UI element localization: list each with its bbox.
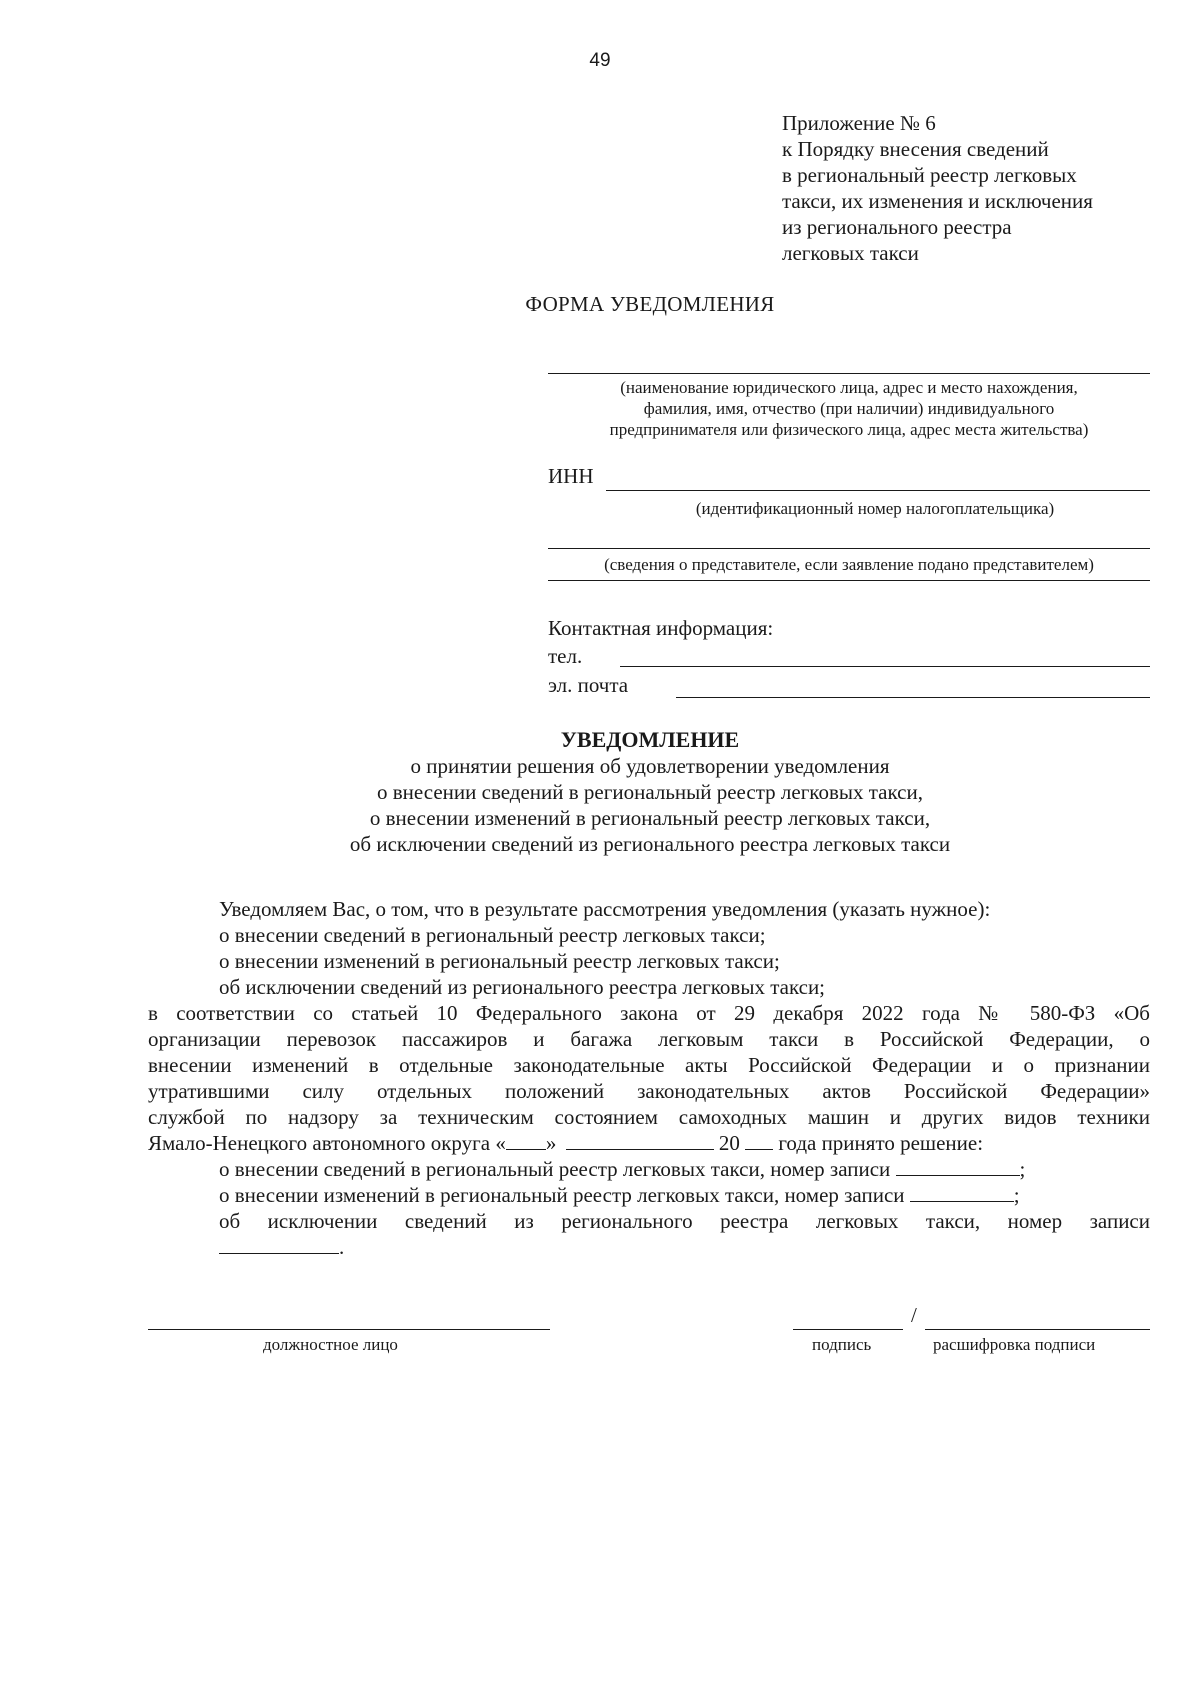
representative-line[interactable] — [548, 548, 1150, 549]
appendix-line: в региональный реестр легковых — [782, 163, 1077, 187]
date-quote-close: » — [545, 1131, 557, 1155]
notice-heading: УВЕДОМЛЕНИЕ — [560, 727, 740, 752]
law-line: службой по надзору за техническим состоянием самоходных машин и других видов техники — [148, 1105, 1150, 1129]
inn-hint: (идентификационный номер налогоплательщика) — [695, 499, 1055, 518]
option-item: о внесении изменений в региональный реестр легковых такси; — [219, 949, 780, 973]
date-line-suffix: года принято решение: — [778, 1131, 984, 1155]
decision-end: . — [339, 1235, 345, 1259]
hint-line: предпринимателя или физического лица, адрес места жительства) — [609, 420, 1089, 439]
decision-item-continued — [219, 1235, 344, 1259]
record-number-field[interactable] — [219, 1235, 339, 1254]
official-line[interactable] — [148, 1329, 550, 1330]
law-line: утратившими силу отдельных положений законодательных актов Российской Федерации» — [148, 1079, 1150, 1103]
month-field[interactable] — [566, 1131, 714, 1150]
appendix-header — [782, 110, 1093, 266]
subtitle-line: о принятии решения об удовлетворении уведомления — [410, 754, 890, 778]
law-line: в соответствии со статьей 10 Федерального закона от 29 декабря 2022 года № 580-ФЗ «Об — [148, 1001, 1150, 1025]
form-title: ФОРМА УВЕДОМЛЕНИЯ — [525, 292, 775, 316]
addressee-name-line[interactable] — [548, 373, 1150, 374]
inn-line[interactable] — [606, 490, 1150, 491]
appendix-line: из регионального реестра — [782, 215, 1012, 239]
notice-subtitle — [0, 753, 1200, 857]
email-label: эл. почта — [548, 673, 629, 697]
signature-slash: / — [911, 1303, 917, 1327]
decision-text: о внесении изменений в региональный реестр легковых такси, номер записи — [219, 1183, 905, 1207]
page-number: 49 — [589, 50, 611, 71]
signature-decoding-line[interactable] — [925, 1329, 1150, 1330]
appendix-line: к Порядку внесения сведений — [782, 137, 1049, 161]
decision-end: ; — [1013, 1183, 1020, 1207]
day-field[interactable] — [506, 1131, 546, 1150]
representative-hint: (сведения о представителе, если заявление подано представителем) — [604, 555, 1094, 574]
option-item: о внесении сведений в региональный реестр легковых такси; — [219, 923, 766, 947]
date-line-prefix: Ямало-Ненецкого автономного округа « — [148, 1131, 506, 1155]
email-field[interactable] — [676, 697, 1150, 698]
hint-line: фамилия, имя, отчество (при наличии) индивидуального — [643, 399, 1055, 418]
appendix-line: легковых такси — [782, 241, 919, 265]
decision-end: ; — [1019, 1157, 1026, 1181]
appendix-line: такси, их изменения и исключения — [782, 189, 1093, 213]
decoding-caption: расшифровка подписи — [933, 1335, 1096, 1354]
date-line — [148, 1131, 983, 1155]
record-number-field[interactable] — [910, 1183, 1014, 1202]
appendix-line: Приложение № 6 — [782, 111, 936, 135]
official-caption: должностное лицо — [263, 1335, 398, 1354]
year-field[interactable] — [745, 1131, 773, 1150]
phone-label: тел. — [548, 644, 583, 668]
signature-caption: подпись — [812, 1335, 872, 1354]
body-intro: Уведомляем Вас, о том, что в результате рассмотрения уведомления (указать нужное): — [219, 897, 991, 921]
contact-label: Контактная информация: — [548, 616, 774, 640]
decision-item — [219, 1183, 1020, 1207]
hint-line: (наименование юридического лица, адрес и место нахождения, — [620, 378, 1078, 397]
addressee-name-hint — [548, 377, 1150, 440]
law-line: организации перевозок пассажиров и багажа легковым такси в Российской Федерации, о — [148, 1027, 1150, 1051]
record-number-field[interactable] — [896, 1157, 1020, 1176]
subtitle-line: о внесении изменений в региональный реестр легковых такси, — [369, 806, 931, 830]
decision-item: об исключении сведений из регионального реестра легковых такси, номер записи — [219, 1209, 1150, 1233]
option-item: об исключении сведений из регионального реестра легковых такси; — [219, 975, 826, 999]
decision-item — [219, 1157, 1025, 1181]
inn-label: ИНН — [548, 464, 594, 488]
year-prefix: 20 — [718, 1131, 740, 1155]
decision-text: о внесении сведений в региональный реестр легковых такси, номер записи — [219, 1157, 891, 1181]
law-line: внесении изменений в отдельные законодательные акты Российской Федерации и о признании — [148, 1053, 1150, 1077]
subtitle-line: об исключении сведений из регионального реестра легковых такси — [349, 832, 951, 856]
phone-field[interactable] — [620, 666, 1150, 667]
subtitle-line: о внесении сведений в региональный реестр легковых такси, — [377, 780, 923, 804]
representative-underline — [548, 580, 1150, 581]
signature-line[interactable] — [793, 1329, 903, 1330]
